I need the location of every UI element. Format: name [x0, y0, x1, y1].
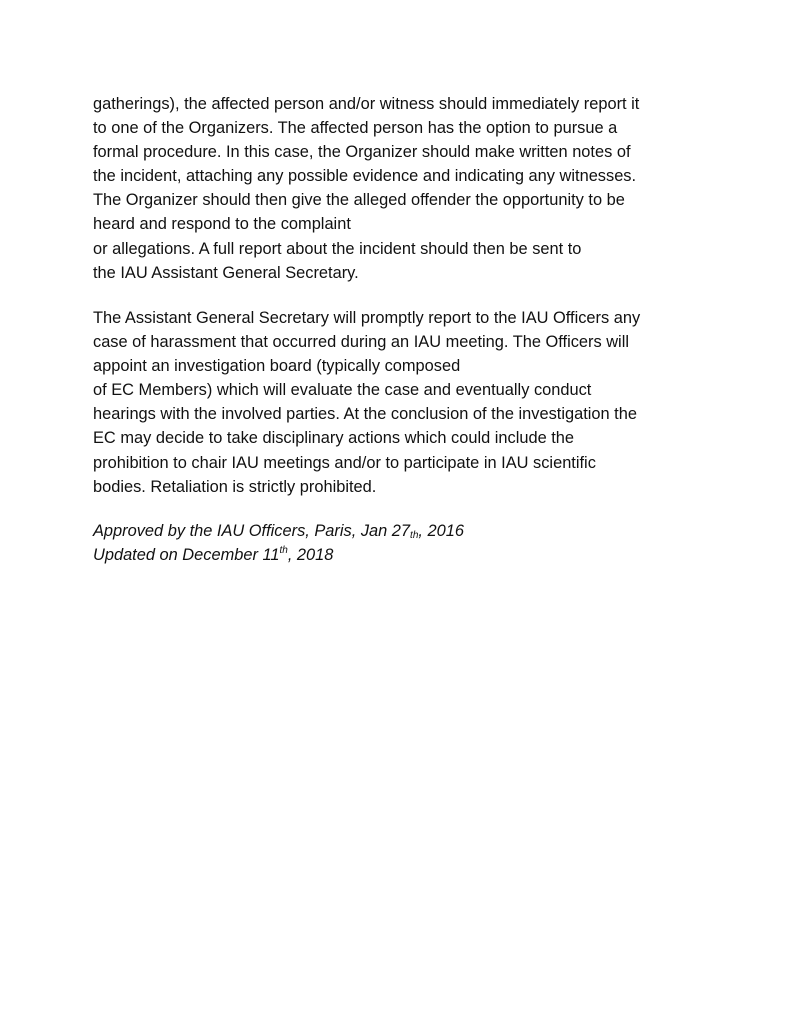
paragraph-investigation [93, 306, 733, 499]
paragraph-line: the IAU Assistant General Secretary. [93, 263, 359, 282]
approval-notes [93, 519, 733, 567]
update-text: Updated on December 11 [93, 546, 280, 565]
update-ordinal: th [279, 545, 288, 557]
paragraph-line: the incident, attaching any possible evidence and indicating any witnesses. [93, 167, 637, 186]
paragraph-line: of EC Members) which will evaluate the case and eventually conduct [93, 381, 592, 400]
paragraph-line: case of harassment that occurred during an IAU meeting. The Officers will [93, 333, 629, 352]
paragraph-reporting-procedure [93, 92, 733, 285]
update-year: , 2018 [287, 546, 334, 565]
paragraph-line: gatherings), the affected person and/or witness should immediately report it [93, 95, 640, 113]
paragraph-line: hearings with the involved parties. At the conclusion of the investigation the [93, 405, 637, 424]
approval-year: , 2016 [418, 522, 464, 540]
paragraph-line: formal procedure. In this case, the Organizer should make written notes of [93, 143, 631, 162]
paragraph-line: bodies. Retaliation is strictly prohibited. [93, 477, 377, 496]
approval-text: Approved by the IAU Officers, Paris, Jan 27 [93, 522, 411, 540]
paragraph-line: or allegations. A full report about the incident should then be sent to [93, 239, 582, 258]
paragraph-line: prohibition to chair IAU meetings and/or to participate in IAU scientific [93, 453, 596, 472]
approval-line [93, 519, 733, 543]
paragraph-line: heard and respond to the complaint [93, 215, 351, 234]
paragraph-line: The Organizer should then give the alleged offender the opportunity to be [93, 191, 625, 210]
update-line [93, 543, 733, 567]
approval-ordinal: th [410, 530, 419, 541]
paragraph-line: appoint an investigation board (typically composed [93, 357, 461, 376]
paragraph-line: EC may decide to take disciplinary actions which could include the [93, 429, 575, 448]
paragraph-line: The Assistant General Secretary will promptly report to the IAU Officers any [93, 309, 641, 327]
paragraph-line: to one of the Organizers. The affected person has the option to pursue a [93, 119, 618, 138]
